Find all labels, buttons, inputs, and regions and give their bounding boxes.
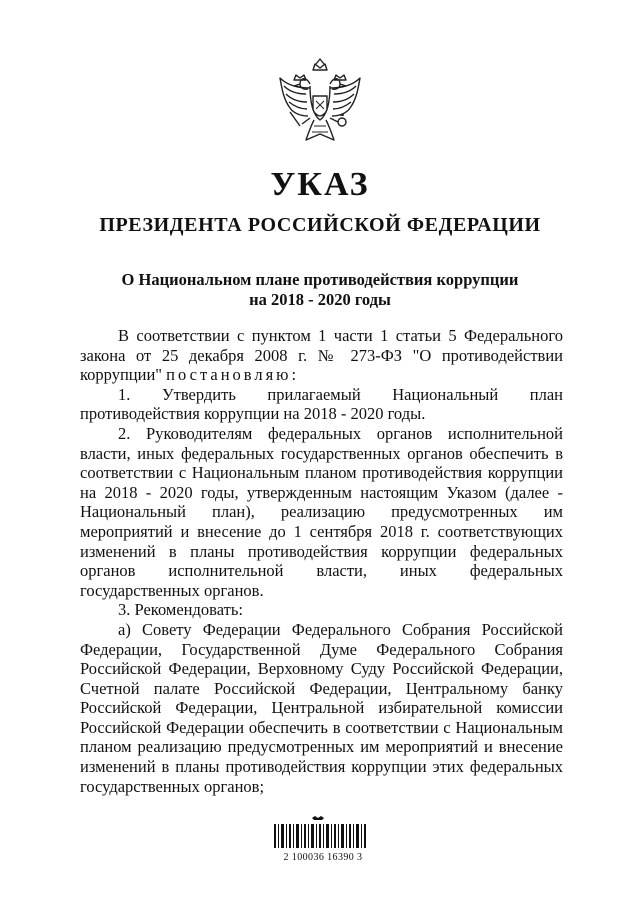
item-3-paragraph: 3. Рекомендовать:	[118, 600, 243, 620]
item-1-paragraph: 1. Утвердить прилагаемый Национальный план противодействия коррупции на 2018 - 2020 годы.	[80, 384, 563, 424]
preamble-paragraph	[80, 326, 563, 385]
decree-subject-line-2: на 2018 - 2020 годы	[249, 290, 391, 309]
item-2-paragraph: 2. Руководителям федеральных органов исполнительной власти, иных федеральных государственных органов обеспечить в соответствии с Национальным планом противодействия коррупции на 2018 - 2020 годы, утвержденным настоящим Указом (далее - Национальный план), реализацию предусмотренных им мероприятий и внесение до 1 сентября 2018 г. соответствующих изменений в планы противодействия коррупции федеральных органов исполнительной власти, иных федеральных государственных органов.	[80, 423, 563, 600]
issuer-heading: ПРЕЗИДЕНТА РОССИЙСКОЙ ФЕДЕРАЦИИ	[99, 214, 541, 236]
decree-body	[80, 326, 563, 796]
decree-subject-line-1: О Национальном плане противодействия коррупции	[121, 270, 519, 289]
document-type-title: УКАЗ	[270, 166, 370, 203]
preamble-decree-word: постановляю:	[166, 365, 300, 385]
barcode-icon	[274, 814, 366, 848]
russian-coat-of-arms-icon	[270, 56, 370, 150]
item-3a-paragraph: а) Совету Федерации Федерального Собрания Российской Федерации, Государственной Думе Федерального Собрания Российской Федерации, Верховному Суду Российской Федерации, Счетной палате Российской Федерации, Центральному банку Российской Федерации, Центральной избирательной комиссии Российской Федерации обеспечить в соответствии с Национальным планом реализацию предусмотренных им мероприятий и внесение изменений в планы противодействия коррупции этих федеральных государственных органов;	[80, 619, 563, 796]
decree-subject	[0, 270, 640, 310]
preamble-text: В соответствии с пунктом 1 части 1 статьи 5 Федерального закона от 25 декабря 2008 г. № 273-ФЗ "О противодействии коррупции"	[80, 326, 563, 385]
barcode-number: 2 100036 16390 3	[283, 852, 363, 863]
